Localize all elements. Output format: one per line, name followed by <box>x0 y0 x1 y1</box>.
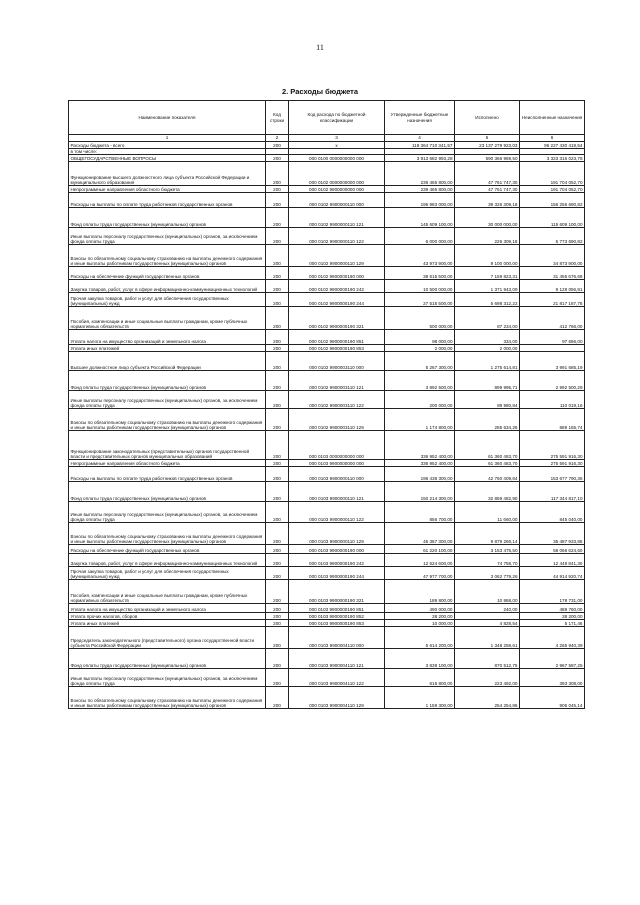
row-code: 200 <box>266 409 289 431</box>
row-executed: 240,00 <box>455 604 520 613</box>
row-approved: 145 609 100,00 <box>385 208 455 228</box>
row-code: 200 <box>266 352 289 371</box>
row-approved: 239 465 800,00 <box>385 162 455 186</box>
row-code: 200 <box>266 649 289 669</box>
row-classification: 000 0102 9900000190 000 <box>289 267 385 280</box>
row-name: Иные выплаты персоналу государственных (муниципальных) органов, за исключением фонда оплаты труда <box>69 228 266 245</box>
row-approved: 10 500 000,00 <box>385 280 455 293</box>
row-name: Расходы бюджета - всего <box>69 142 266 149</box>
table-body <box>69 142 585 709</box>
row-classification: 000 0102 9900000110 000 <box>289 193 385 208</box>
row-executed: 23 137 279 923,03 <box>455 142 520 149</box>
row-classification: 000 0102 9900003110 000 <box>289 352 385 371</box>
row-approved: 38 615 500,00 <box>385 267 455 280</box>
row-executed: 899 995,71 <box>455 371 520 391</box>
table-row <box>69 502 585 523</box>
row-name: Прочая закупка товаров, работ и услуг для обеспечения государственных (муниципальных) нужд <box>69 567 266 580</box>
row-classification: 000 0102 9900000110 129 <box>289 245 385 267</box>
row-code: 200 <box>266 502 289 523</box>
row-code: 200 <box>266 293 289 307</box>
row-name: Прочая закупка товаров, работ и услуг для обеспечения государственных (муниципальных) нужд <box>69 293 266 307</box>
row-name: Функционирование высшего должностного лица субъекта Российской Федерации и муниципального образования <box>69 162 266 186</box>
row-classification: 000 0102 9900003110 121 <box>289 371 385 391</box>
row-code: 200 <box>266 330 289 345</box>
row-code: 200 <box>266 371 289 391</box>
row-classification: 000 0103 9900000190 242 <box>289 554 385 567</box>
row-classification: 000 0102 9900000190 853 <box>289 345 385 352</box>
table-row <box>69 431 585 460</box>
row-name: Расходы на обеспечение функций государственных органов <box>69 545 266 554</box>
row-executed: 87 234,00 <box>455 307 520 330</box>
row-name: Функционирование законодательных (представительных) органов государственной власти и представительных органов муниципальных образований <box>69 431 266 460</box>
row-remaining: 191 704 052,70 <box>520 186 585 193</box>
row-executed: 10 868,00 <box>455 580 520 604</box>
row-code: 200 <box>266 208 289 228</box>
row-remaining: 44 914 920,74 <box>520 567 585 580</box>
row-executed: 74 758,70 <box>455 554 520 567</box>
row-code: 200 <box>266 523 289 545</box>
row-executed: 3 062 779,26 <box>455 567 520 580</box>
row-remaining: 412 766,00 <box>520 307 585 330</box>
row-executed: 1 348 259,61 <box>455 627 520 649</box>
table-row <box>69 482 585 502</box>
row-approved: 200 000,00 <box>385 391 455 409</box>
row-name: Уплата иных платежей <box>69 620 266 627</box>
row-classification: 000 0103 9900000190 852 <box>289 613 385 620</box>
row-executed: 47 761 747,30 <box>455 162 520 186</box>
row-code: 200 <box>266 267 289 280</box>
row-code: 200 <box>266 162 289 186</box>
header-executed: Исполнено <box>455 101 520 135</box>
row-name: Высшее должностное лицо субъекта Российской Федерации <box>69 352 266 371</box>
row-approved: 27 515 500,00 <box>385 293 455 307</box>
row-executed: 334,00 <box>455 330 520 345</box>
row-approved: 6 000 000,00 <box>385 228 455 245</box>
row-approved: 3 838 100,00 <box>385 649 455 669</box>
row-code: 200 <box>266 307 289 330</box>
row-code: 200 <box>266 193 289 208</box>
row-executed: 89 980,84 <box>455 391 520 409</box>
table-row <box>69 687 585 709</box>
row-classification: 000 0103 9900004110 000 <box>289 627 385 649</box>
row-remaining: 2 992 500,29 <box>520 371 585 391</box>
row-remaining: 2 967 587,25 <box>520 649 585 669</box>
header-code: Код строки <box>266 101 289 135</box>
row-name: Фонд оплаты труда государственных (муниципальных) органов <box>69 649 266 669</box>
row-name: Иные выплаты персоналу государственных (муниципальных) органов, за исключением фонда оплаты труда <box>69 669 266 687</box>
row-approved: 195 983 000,00 <box>385 193 455 208</box>
row-remaining: 21 817 187,78 <box>520 293 585 307</box>
row-name: Уплата иных платежей <box>69 345 266 352</box>
table-row <box>69 245 585 267</box>
row-executed: 223 492,00 <box>455 669 520 687</box>
row-name: Взносы по обязательному социальному страхованию на выплаты денежного содержания и иные выплаты работникам государственных (муниципальных) органов <box>69 687 266 709</box>
row-classification: 000 0102 9900000190 244 <box>289 293 385 307</box>
row-code: 200 <box>266 142 289 149</box>
row-remaining: 3 323 316 023,78 <box>520 155 585 162</box>
table-row <box>69 228 585 245</box>
row-remaining: 489 760,00 <box>520 604 585 613</box>
row-code: 200 <box>266 467 289 482</box>
row-classification: 000 0103 9900004110 121 <box>289 649 385 669</box>
row-code: 200 <box>266 431 289 460</box>
row-classification: 000 0102 9900000190 242 <box>289 280 385 293</box>
row-name: Взносы по обязательному социальному страхованию на выплаты денежного содержания и иные выплаты работникам государственных (муниципальных) органов <box>69 523 266 545</box>
table-row <box>69 467 585 482</box>
table-row <box>69 554 585 567</box>
row-remaining: 95 227 430 418,54 <box>520 142 585 149</box>
row-remaining: 275 591 916,30 <box>520 431 585 460</box>
table-row <box>69 330 585 345</box>
row-remaining: 28 200,00 <box>520 613 585 620</box>
row-name: Уплата прочих налогов, сборов <box>69 613 266 620</box>
row-executed: 32 869 482,90 <box>455 482 520 502</box>
row-executed: 42 760 409,64 <box>455 467 520 482</box>
row-name: Иные выплаты персоналу государственных (муниципальных) органов, за исключением фонда оплаты труда <box>69 391 266 409</box>
row-classification: x <box>289 142 385 149</box>
row-name: Фонд оплаты труда государственных (муниципальных) органов <box>69 482 266 502</box>
table-row <box>69 649 585 669</box>
table-row <box>69 523 585 545</box>
row-remaining: 889 165,74 <box>520 409 585 431</box>
table-row <box>69 567 585 580</box>
table-row <box>69 280 585 293</box>
row-executed: 1 371 943,09 <box>455 280 520 293</box>
column-number: 2 <box>266 135 289 142</box>
row-approved: 856 700,00 <box>385 502 455 523</box>
row-executed: 30 000 000,00 <box>455 208 520 228</box>
row-approved: 5 614 200,00 <box>385 627 455 649</box>
row-classification: 000 0103 9900000190 321 <box>289 580 385 604</box>
row-name: Закупка товаров, работ, услуг в сфере информационно-коммуникационных технологий <box>69 280 266 293</box>
row-approved: 28 200,00 <box>385 613 455 620</box>
row-approved: 5 267 300,00 <box>385 352 455 371</box>
row-code: 200 <box>266 613 289 620</box>
row-name: ОБЩЕГОСУДАРСТВЕННЫЕ ВОПРОСЫ <box>69 155 266 162</box>
table-row <box>69 155 585 162</box>
row-name: Расходы на выплаты по оплате труда работников государственных органов <box>69 467 266 482</box>
row-code: 200 <box>266 620 289 627</box>
row-remaining: 115 609 100,00 <box>520 208 585 228</box>
row-code: 200 <box>266 554 289 567</box>
table-row <box>69 208 585 228</box>
row-classification: 000 0103 9900004110 129 <box>289 687 385 709</box>
row-approved: 189 800,00 <box>385 580 455 604</box>
column-number: 3 <box>289 135 385 142</box>
row-approved: 45 367 300,00 <box>385 523 455 545</box>
row-classification: 000 0102 9900000110 122 <box>289 228 385 245</box>
row-classification: 000 0103 9900000190 853 <box>289 620 385 627</box>
table-row <box>69 352 585 371</box>
row-approved: 12 524 600,00 <box>385 554 455 567</box>
row-classification: 000 0103 9900000110 121 <box>289 482 385 502</box>
table-row <box>69 371 585 391</box>
row-classification: 000 0103 9900000110 129 <box>289 523 385 545</box>
table-row <box>69 613 585 620</box>
row-classification: 000 0103 9900000190 244 <box>289 567 385 580</box>
table-row <box>69 545 585 554</box>
row-executed: 5 698 312,22 <box>455 293 520 307</box>
row-approved: 150 214 300,00 <box>385 482 455 502</box>
row-name: Пособия, компенсации и иные социальные выплаты гражданам, кроме публичных нормативных обязательств <box>69 580 266 604</box>
table-row <box>69 267 585 280</box>
row-approved: 98 000,00 <box>385 330 455 345</box>
row-executed: 254 254,86 <box>455 687 520 709</box>
column-number: 5 <box>455 135 520 142</box>
row-approved: 3 892 500,00 <box>385 371 455 391</box>
table-row <box>69 669 585 687</box>
row-approved: 10 000,00 <box>385 620 455 627</box>
row-executed: 285 634,26 <box>455 409 520 431</box>
row-executed: 3 153 475,50 <box>455 545 520 554</box>
row-remaining: 156 256 690,82 <box>520 193 585 208</box>
row-name: Пособия, компенсации и иные социальные выплаты гражданам, кроме публичных нормативных обязательств <box>69 307 266 330</box>
row-approved: 336 952 400,00 <box>385 460 455 467</box>
table-row <box>69 620 585 627</box>
row-approved: 336 952 400,00 <box>385 431 455 460</box>
row-classification: 000 0103 9900004110 122 <box>289 669 385 687</box>
row-remaining <box>520 345 585 352</box>
row-approved: 616 800,00 <box>385 669 455 687</box>
row-code: 200 <box>266 669 289 687</box>
row-classification: 000 0103 9900000190 000 <box>289 545 385 554</box>
header-approved: Утвержденные бюджетные назначения <box>385 101 455 135</box>
row-code: 200 <box>266 245 289 267</box>
table-row <box>69 345 585 352</box>
row-remaining: 275 591 916,30 <box>520 460 585 467</box>
row-remaining: 5 773 690,82 <box>520 228 585 245</box>
row-executed: 226 309,18 <box>455 228 520 245</box>
row-name: Фонд оплаты труда государственных (муниципальных) органов <box>69 208 266 228</box>
header-classification: Код расхода по бюджетной классификации <box>289 101 385 135</box>
table-row <box>69 580 585 604</box>
row-code: 200 <box>266 228 289 245</box>
header-remaining: Неисполненные назначения <box>520 101 585 135</box>
row-code: 200 <box>266 567 289 580</box>
table-row <box>69 604 585 613</box>
expenses-table <box>68 100 585 709</box>
row-classification: 000 0102 9900000000 000 <box>289 186 385 193</box>
row-classification: 000 0100 0000000000 000 <box>289 155 385 162</box>
page-number: 11 <box>316 43 324 52</box>
row-name: Фонд оплаты труда государственных (муниципальных) органов <box>69 371 266 391</box>
row-executed: 4 828,54 <box>455 620 520 627</box>
row-code: 200 <box>266 482 289 502</box>
row-remaining: 12 449 841,30 <box>520 554 585 567</box>
row-classification: 000 0102 9900003110 129 <box>289 409 385 431</box>
row-classification: 000 0102 9900000190 321 <box>289 307 385 330</box>
row-executed: 7 159 823,31 <box>455 267 520 280</box>
table-row <box>69 391 585 409</box>
row-remaining: 393 308,00 <box>520 669 585 687</box>
row-executed: 61 360 483,70 <box>455 431 520 460</box>
table-row <box>69 627 585 649</box>
row-executed <box>455 613 520 620</box>
row-name: Иные выплаты персоналу государственных (муниципальных) органов, за исключением фонда оплаты труда <box>69 502 266 523</box>
row-remaining: 34 873 900,00 <box>520 245 585 267</box>
row-code: 200 <box>266 604 289 613</box>
row-name: Закупка товаров, работ, услуг в сфере информационно-коммуникационных технологий <box>69 554 266 567</box>
row-executed: 9 100 000,00 <box>455 245 520 267</box>
row-code: 200 <box>266 627 289 649</box>
row-executed: 2 000,00 <box>455 345 520 352</box>
row-approved: 43 973 900,00 <box>385 245 455 267</box>
row-executed: 11 660,00 <box>455 502 520 523</box>
row-executed: 47 761 747,30 <box>455 186 520 193</box>
column-number: 4 <box>385 135 455 142</box>
row-remaining: 110 019,16 <box>520 391 585 409</box>
row-name: Непрограммные направления областного бюджета <box>69 186 266 193</box>
column-number-row <box>69 135 585 142</box>
row-remaining: 153 677 790,36 <box>520 467 585 482</box>
row-remaining: 97 666,00 <box>520 330 585 345</box>
row-classification: 000 0102 0000000000 000 <box>289 162 385 186</box>
row-remaining: 191 704 052,70 <box>520 162 585 186</box>
row-code: 200 <box>266 545 289 554</box>
row-classification: 000 0103 9900000000 000 <box>289 460 385 467</box>
row-name: Расходы на выплаты по оплате труда работников государственных органов <box>69 193 266 208</box>
row-approved: 2 000,00 <box>385 345 455 352</box>
row-name: Непрограммные направления областного бюджета <box>69 460 266 467</box>
row-approved: 500 000,00 <box>385 307 455 330</box>
row-executed: 590 366 969,50 <box>455 155 520 162</box>
row-approved: 118 364 710 341,57 <box>385 142 455 149</box>
row-name: Расходы на обеспечение функций государственных органов <box>69 267 266 280</box>
row-executed: 870 512,75 <box>455 649 520 669</box>
row-code: 200 <box>266 580 289 604</box>
row-classification: 000 0102 9900000110 121 <box>289 208 385 228</box>
table-row <box>69 293 585 307</box>
column-number: 1 <box>69 135 266 142</box>
header-name: Наименование показателя <box>69 101 266 135</box>
row-code: 200 <box>266 155 289 162</box>
row-classification: 000 0103 9900000110 122 <box>289 502 385 523</box>
row-name: в том числе: <box>69 149 266 155</box>
row-executed: 39 326 309,18 <box>455 193 520 208</box>
table-row <box>69 142 585 149</box>
row-executed: 1 275 614,81 <box>455 352 520 371</box>
row-remaining: 845 040,00 <box>520 502 585 523</box>
table-row <box>69 162 585 186</box>
row-remaining: 4 265 940,39 <box>520 627 585 649</box>
row-name: Уплата налога на имущество организаций и земельного налога <box>69 330 266 345</box>
table-row <box>69 193 585 208</box>
row-code: 200 <box>266 391 289 409</box>
row-remaining: 905 045,14 <box>520 687 585 709</box>
row-remaining: 3 991 685,19 <box>520 352 585 371</box>
row-approved: 1 174 800,00 <box>385 409 455 431</box>
row-executed: 61 360 483,70 <box>455 460 520 467</box>
table-row <box>69 460 585 467</box>
section-title: 2. Расходы бюджета <box>281 87 359 96</box>
row-remaining: 35 487 933,86 <box>520 523 585 545</box>
row-approved: 1 159 300,00 <box>385 687 455 709</box>
column-number: 6 <box>520 135 585 142</box>
row-approved: 196 438 300,00 <box>385 467 455 482</box>
row-executed: 9 879 266,14 <box>455 523 520 545</box>
row-code: 200 <box>266 460 289 467</box>
row-code: 200 <box>266 345 289 352</box>
row-remaining: 9 128 056,91 <box>520 280 585 293</box>
row-code: 200 <box>266 687 289 709</box>
row-name: Взносы по обязательному социальному страхованию на выплаты денежного содержания и иные выплаты работникам государственных (муниципальных) органов <box>69 245 266 267</box>
row-remaining: 117 344 817,10 <box>520 482 585 502</box>
table-row <box>69 186 585 193</box>
row-remaining: 31 455 676,69 <box>520 267 585 280</box>
row-classification: 000 0102 9900003110 122 <box>289 391 385 409</box>
row-approved: 490 000,00 <box>385 604 455 613</box>
row-remaining: 178 731,00 <box>520 580 585 604</box>
row-approved: 47 977 700,00 <box>385 567 455 580</box>
row-classification: 000 0102 9900000190 851 <box>289 330 385 345</box>
row-approved: 239 465 800,00 <box>385 186 455 193</box>
row-name: Взносы по обязательному социальному страхованию на выплаты денежного содержания и иные выплаты работникам государственных (муниципальных) органов <box>69 409 266 431</box>
row-approved: 3 913 682 993,28 <box>385 155 455 162</box>
table-row <box>69 409 585 431</box>
row-code: 200 <box>266 280 289 293</box>
table-header-row <box>69 101 585 135</box>
row-classification: 000 0103 0000000000 000 <box>289 431 385 460</box>
row-remaining: 5 171,46 <box>520 620 585 627</box>
row-classification: 000 0103 9900000190 851 <box>289 604 385 613</box>
row-name: Уплата налога на имущество организаций и земельного налога <box>69 604 266 613</box>
row-classification: 000 0103 9900000110 000 <box>289 467 385 482</box>
row-name: Председатель законодательного (представительного) органа государственной власти субъекта Российской Федерации <box>69 627 266 649</box>
table-row <box>69 307 585 330</box>
row-approved: 61 220 100,00 <box>385 545 455 554</box>
row-remaining: 58 066 624,50 <box>520 545 585 554</box>
row-code: 200 <box>266 186 289 193</box>
